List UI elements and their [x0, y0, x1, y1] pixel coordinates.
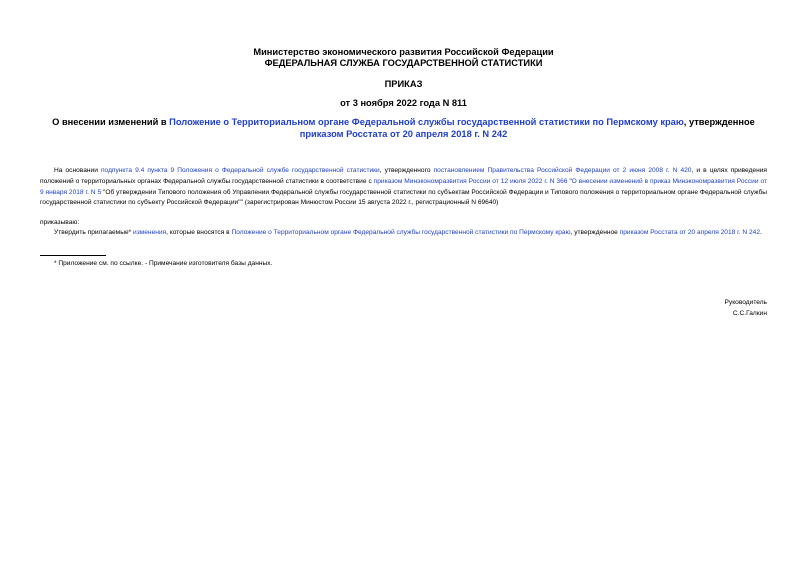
p1-text-4: ": [567, 177, 572, 185]
p1-link-ministry-order[interactable]: приказом Минэкономразвития России от 12 июля 2022 г. N 366: [373, 177, 568, 185]
document-date: от 3 ноября 2022 года N 811: [340, 98, 467, 108]
p3-text-2: , которые вносятся в: [166, 229, 232, 236]
p3-link-order[interactable]: приказом Росстата от 20 апреля 2018 г. N 242: [619, 229, 760, 236]
p3-link-changes[interactable]: изменения: [133, 229, 167, 236]
paragraph-order-word: приказываю:: [40, 219, 80, 226]
p1-text-3: , и в целях приведения положений о территориальных органах Федеральной службы государственной статистики в соответствие с: [40, 167, 767, 185]
footnote: * Приложение см. по ссылке. - Примечание изготовителя базы данных.: [54, 260, 273, 267]
p3-text-1: Утвердить прилагаемые*: [54, 229, 134, 236]
signature-position: Руководитель: [724, 299, 767, 306]
document-type: ПРИКАЗ: [384, 79, 423, 89]
org-line-1: Министерство экономического развития Российской Федерации: [253, 47, 554, 57]
p3-text-4: .: [759, 229, 762, 236]
footnote-divider: [40, 255, 106, 256]
p1-text-5: "Об утверждении Типового положения об Управлении Федеральной службы государственной статистики по субъектам Российской Федерации и Типового положения о территориальном органе Федеральной службы государственной статистики по субъекту Российской Федерации"" (зарегистрирован Минюстом России 15 августа 2022 г., регистрационный N 69640): [40, 188, 767, 207]
paragraph-approve: [40, 228, 767, 239]
title-link-regulation[interactable]: Положение о Территориальном органе Федеральной службы государственной статистики по Пермскому краю: [169, 117, 684, 127]
p1-link-subparagraph[interactable]: подпункта 9.4 пункта 9 Положения о Федеральной службе государственной статистики: [100, 167, 380, 174]
title-text-1: О внесении изменений в: [52, 117, 170, 127]
title-text-2: , утвержденное: [683, 117, 755, 127]
p1-link-government-decree[interactable]: постановлением Правительства Российской Федерации от 2 июня 2008 г. N 420: [433, 167, 692, 174]
signature-name: С.С.Галкин: [732, 310, 767, 317]
p1-link-amendment-order[interactable]: О внесении изменений в приказ Минэкономразвития России от 9 января 2018 г. N 5: [40, 177, 767, 196]
p3-text-3: , утвержденное: [570, 229, 620, 236]
org-line-2: ФЕДЕРАЛЬНАЯ СЛУЖБА ГОСУДАРСТВЕННОЙ СТАТИСТИКИ: [264, 58, 543, 68]
p1-text-2: , утвержденного: [379, 167, 434, 174]
title-link-order[interactable]: приказом Росстата от 20 апреля 2018 г. N 242: [299, 129, 508, 139]
paragraph-basis: [40, 166, 767, 209]
document-title: [40, 116, 767, 140]
p1-text-1: На основании: [54, 167, 101, 174]
p3-link-regulation[interactable]: Положение о Территориальном органе Федеральной службы государственной статистики по Пермскому краю: [231, 229, 571, 236]
